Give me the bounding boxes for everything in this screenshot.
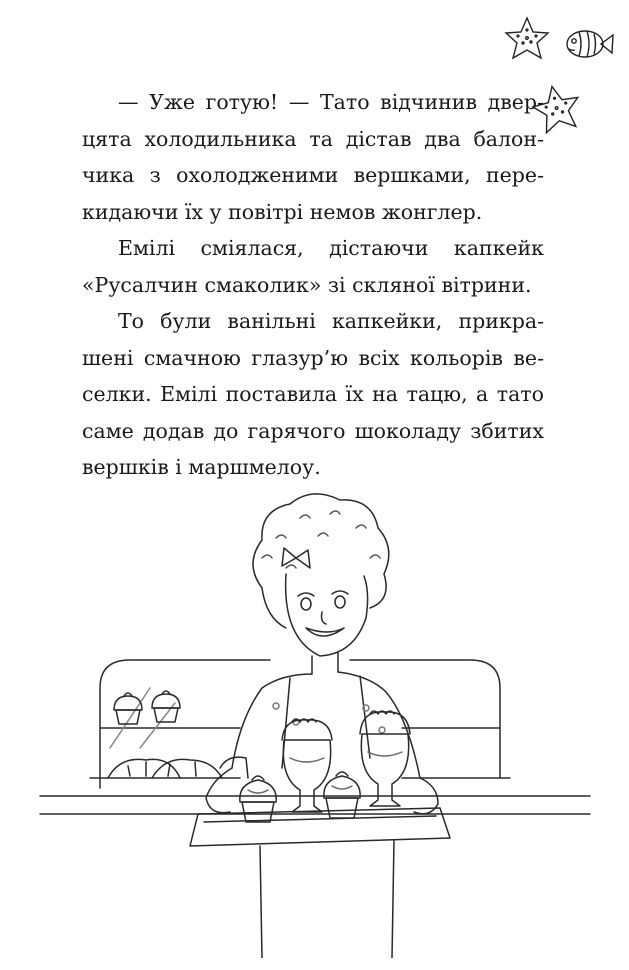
hot-chocolate-glass	[360, 711, 410, 806]
fish-icon	[567, 31, 613, 57]
cupcake-display	[114, 693, 142, 724]
page-text	[82, 84, 544, 486]
cupcake	[240, 776, 276, 822]
cupcake-display	[152, 691, 180, 722]
illustration-girl-with-tray	[0, 478, 629, 958]
starfish-icon	[506, 18, 548, 58]
paragraph-3: То були ванільні капкейки, прикрашені смачною глазур’ю всіх кольорів веселки. Емілі поставила їх на тацю, а тато саме додав до гарячого шоколаду збитих вершків і маршмелоу.	[82, 309, 544, 479]
paragraph-1: — Уже готую! — Тато відчинив дверцята холодильника та дістав два балончика з охолодженими вершками, перекидаючи їх у повітрі немов жонглер.	[82, 90, 544, 224]
paragraph-2: Емілі сміялася, дістаючи капкейк «Русалчин смаколик» зі скляної вітрини.	[82, 236, 544, 297]
